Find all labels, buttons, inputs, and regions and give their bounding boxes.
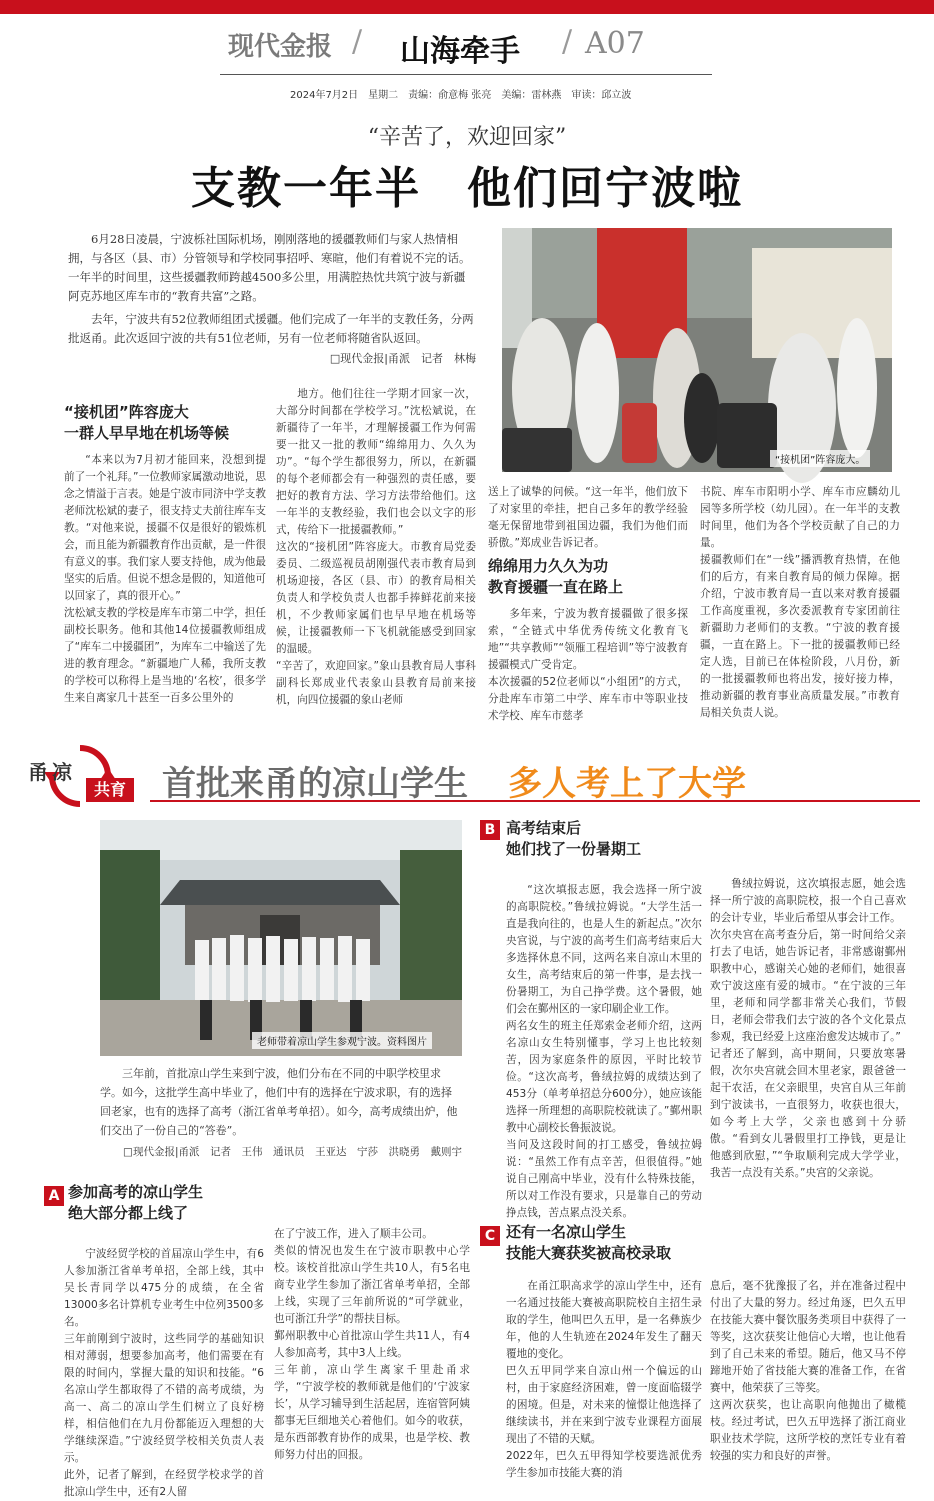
article1-lead-p1: 6月28日凌晨，宁波栎社国际机场，刚刚落地的援疆教师们与家人热情相拥，与各区（县、市）分管领导和学校同事招呼、寒暄，他们有着说不完的话。一年半的时间里，这些援疆教师跨越4500多公里，用满腔热忱共筑宁波与新疆阿克苏地区库车市的“教育共富”之路。 [68, 232, 471, 303]
article2-lead: 三年前，首批凉山学生来到宁波，他们分布在不同的中职学校里求学。如今，这批学生高中毕业了，他们中有的选择在宁波求职，有的选择回老家，也有的选择了高考（浙江省单考单招）。如今，高考成绩出炉，他们交出了一份自己的“答卷”。 [100, 1067, 458, 1137]
masthead-section: 山海牵手 [400, 34, 520, 69]
masthead-slash-1: / [352, 24, 363, 59]
section-b-badge: B [480, 820, 500, 840]
section-a-title: 参加高考的凉山学生 绝大部分都上线了 [68, 1183, 204, 1222]
section-a-badge: A [44, 1186, 64, 1206]
masthead-slash-2: / [562, 24, 573, 59]
article1-col2: 地方。他们往往一学期才回家一次，大部分时间都在学校学习。”沈松斌说，在新疆待了一年半，才理解援疆工作为何需要一批又一批的教师“绵绵用力、久久为功”。“每个学生都很努力，所以，在新疆的每个老师都会有一种强烈的责任感，要把好的教育方法、学习方法带给他们。这一年半的支教经验，我们也会以文字的形式，传给下一批援疆教师。” 这次的“接机团”阵容庞大。市教育局党委委员、二级巡视员胡刚强代表市教育局到机场迎接，各区（县、市）的教育局相关负责人和学校负责人也都手捧鲜花前来接机，不少教师家属们也早早地在机场等候，让援疆教师一下飞机就能感受到回家的温暖。 “辛苦了，欢迎回家。”象山县教育局人事科副科长郑成业代表象山县教育局前来接机，向四位援疆的象山老师 [276, 388, 476, 706]
article1-col1: “本来以为7月初才能回来，没想到提前了一个礼拜。”一位教师家属激动地说，思念之情溢于言表。她是宁波市同济中学支教老师沈松斌的妻子，很支持丈夫前往库车支教。“对他来说，援疆不仅是很好的锻炼机会，而且能为新疆教育作出贡献，是一件很有意义的事。我们家人要支持他，成为他最坚实的后盾。但说不想念是假的，知道他可以回家了，真的很开心。” 沈松斌支教的学校是库车市第二中学，担任副校长职务。他和其他14位援疆教师组成了“库车二中援疆团”，为库车二中输送了先进的教育理念。“新疆地广人稀，我所支教的学校可以称得上是当地的‘名校’，很多学生来自离家几十甚至一百多公里外的 [64, 454, 266, 704]
article1-kicker: “辛苦了，欢迎回家” [367, 125, 567, 150]
section-a-col1: 宁波经贸学校的首届凉山学生中，有6人参加浙江省单考单招，全部上线，其中吴长青同学以475分的成绩，在全省13000多名计算机专业考生中位列3500多名。 三年前刚到宁波时，这些同学的基础知识相对薄弱，想要参加高考，他们需要在有限的时间内，掌握大量的知识和技能。“6名凉山学生都取得了不错的高考成绩，为高一、高二的凉山学生们树立了良好榜样，相信他们在九月份都能迈入理想的大学继续深造。”宁波经贸学校相关负责人表示。 此外，记者了解到，在经贸学校求学的首批凉山学生中，还有2人留 [64, 1248, 264, 1498]
yong-liang-logo [20, 740, 140, 810]
article1-col3b: 多年来，宁波为教育援疆做了很多探索，“全链式中华优秀传统文化教育飞地”“共享教师”“领雁工程培训”等宁波教育援疆模式广受肯定。 本次援疆的52位老师以“小组团”的方式，分赴库车市第二中学、库车市中等职业技术学校、库车市慈孝 [488, 608, 688, 722]
article2-byline: □现代金报|甬派 记者 王伟 通讯员 王亚达 宁莎 洪晓勇 戴则宇 [123, 1146, 462, 1158]
article1-byline: □现代金报|甬派 记者 林梅 [329, 352, 476, 365]
dateline: 2024年7月2日 星期二 责编：俞意梅 张亮 美编：雷林燕 审读：邱立波 [290, 90, 632, 101]
logo-char-liang: 凉 [52, 760, 72, 784]
group-photo [100, 820, 462, 1056]
group-photo-caption: 老师带着凉山学生参观宁波。资料图片 [252, 1032, 432, 1049]
airport-photo [502, 228, 892, 472]
section-b-col1: “这次填报志愿，我会选择一所宁波的高职院校。”鲁绒拉姆说。“大学生活一直是我向往的，也是人生的新起点。”次尔央宫说，与宁波的高考生们高考结束后大多选择休息不同，这两名来自凉山木里的女生，高考结束后的第一件事，是去找一份暑期工，为自己挣学费。这个暑假，她们会在鄞州区的一家印刷企业工作。 两名女生的班主任郑索金老师介绍，这两名凉山女生特别懂事，学习上也比较刻苦，因为家庭条件的原因，平时比较节俭。“这次高考，鲁绒拉姆的成绩达到了453分（单考单招总分600分），她应该能选择一所理想的高职院校就读了。”鄞州职教中心副校长鲁振波说。 当问及这段时间的打工感受，鲁绒拉姆说：“虽然工作有点辛苦，但很值得。”她说自己刚高中毕业，没有什么特殊技能，所以对工作没有要求，只是靠自己的劳动挣点钱，苦点累点没关系。 [506, 884, 702, 1219]
top-bar [0, 0, 934, 14]
masthead-paper: 现代金报 [228, 32, 333, 62]
article2-banner-left: 首批来甬的凉山学生 [162, 764, 468, 804]
section-c-col1: 在甬江职高求学的凉山学生中，还有一名通过技能大赛被高职院校自主招生录取的学生，他叫巴久五甲，是一名彝族少年，他的人生轨迹在2024年发生了翻天覆地的变化。 巴久五甲同学来自凉山州一个偏远的山村，由于家庭经济困难，曾一度面临辍学的困境。但是，对未来的憧憬让他选择了继续读书，并在来到宁波专业课程方面展现出了不错的天赋。 2022年，巴久五甲得知学校要选派优秀学生参加市技能大赛的消 [506, 1280, 702, 1479]
section-b-title: 高考结束后 她们找了一份暑期工 [506, 819, 642, 858]
section-b-col2: 鲁绒拉姆说，这次填报志愿，她会选择一所宁波的高职院校，报一个自己喜欢的会计专业，毕业后希望从事会计工作。 次尔央宫在高考查分后，第一时间给父亲打去了电话，她告诉记者，非常感谢鄞州职教中心，感谢关心她的老师们，她很喜欢宁波这座有爱的城市。“在宁波的三年里，老师和同学都非常关心我们，节假日，老师会带我们去宁波的各个文化景点参观，我已经爱上这座治愈发达城市了。” 记者还了解到，高中期间，只要放寒暑假，次尔央宫就会回木里老家，跟爸爸一起干农活，在父亲眼里，央宫自从三年前到宁波读书，一直很努力，收获也很大，如今考上大学，父亲也感到十分骄傲。“看到女儿暑假里打工挣钱，更是让他感到欣慰，”“争取顺利完成大学学业，我苦一点没有关系。”央宫的父亲说。 [710, 878, 906, 1179]
section-c-col2: 息后，毫不犹豫报了名，并在准备过程中付出了大量的努力。经过角逐，巴久五甲在技能大赛中餐饮服务类项目中获得了一等奖，这次获奖让他信心大增，也让他看到了自己未来的希望。随后，他又马不停蹄地开始了省技能大赛的准备工作，在省赛中，他荣获了三等奖。 这两次获奖，也让高职向他抛出了橄榄枝。经过考试，巴久五甲选择了浙江商业职业技术学院，这所学校的烹饪专业有着较强的实力和良好的声誉。 [710, 1280, 906, 1462]
group-photo-illustration [100, 820, 462, 1056]
section-c-title: 还有一名凉山学生 技能大赛获奖被高校录取 [506, 1223, 672, 1262]
article1-headline: 支教一年半 他们回宁波啦 [191, 163, 743, 214]
logo-badge: 共育 [86, 778, 134, 802]
article1-col3a: 送上了诚挚的问候。“这一年半，他们放下了对家里的牵挂，把自己多年的教学经验毫无保留地带到祖国边疆，我们为他们而骄傲。”郑成业告诉记者。 [488, 486, 688, 549]
section-c-badge: C [480, 1226, 500, 1246]
logo-char-yong: 甬 [28, 760, 48, 784]
article1-subhead-2: 绵绵用力久久为功 教育援疆一直在路上 [488, 557, 624, 596]
masthead-page: A07 [585, 26, 645, 61]
airport-photo-caption: “接机团”阵容庞大。 [770, 450, 870, 467]
airport-photo-illustration [502, 228, 892, 472]
article1-lead-p2: 去年，宁波共有52位教师组团式援疆。他们完成了一年半的支教任务，分两批返甬。此次返回宁波的共有51位老师，另有一位老师将随省队返回。 [68, 312, 474, 345]
article1-col4: 书院、库车市阳明小学、库车市应麟幼儿园等多所学校（幼儿园）。在一年半的支教时间里，他们为各个学校贡献了自己的力量。 援疆教师们在“一线”播洒教育热情，在他们的后方，有来自教育局的倾力保障。据介绍，宁波市教育局一直以来对教育援疆工作高度重视，多次委派教育专家团前往新疆助力老师们的支教。“宁波的教育援疆，一直在路上。下一批的援疆教师已经定人选，目前已在体检阶段，八月份，新的一批援疆教师也将出发，接好接力棒，推动新疆的教育事业高质量发展。”市教育局相关负责人说。 [700, 486, 900, 719]
masthead-rule [220, 74, 712, 75]
section-a-col2: 在了宁波工作，进入了顺丰公司。 类似的情况也发生在宁波市职教中心学校。该校首批凉山学生共10人，有5名电商专业学生参加了浙江省单考单招，全部上线，实现了三年前所说的“可学就业，也可浙江升学”的帮扶目标。 鄞州职教中心首批凉山学生共11人，有4人参加高考，其中3人上线。 三年前，凉山学生离家千里赴甬求学，“宁波学校的教师就是他们的‘宁波家长’，从学习辅导到生活起居，连宿管阿姨都事无巨细地关心着他们。如今的收获，是东西部教育协作的成果，也是学校、教师努力付出的回报。 [274, 1228, 470, 1461]
article1-subhead-1: “接机团”阵容庞大 一群人早早地在机场等候 [64, 403, 230, 442]
article2-banner-right: 多人考上了大学 [508, 764, 746, 804]
